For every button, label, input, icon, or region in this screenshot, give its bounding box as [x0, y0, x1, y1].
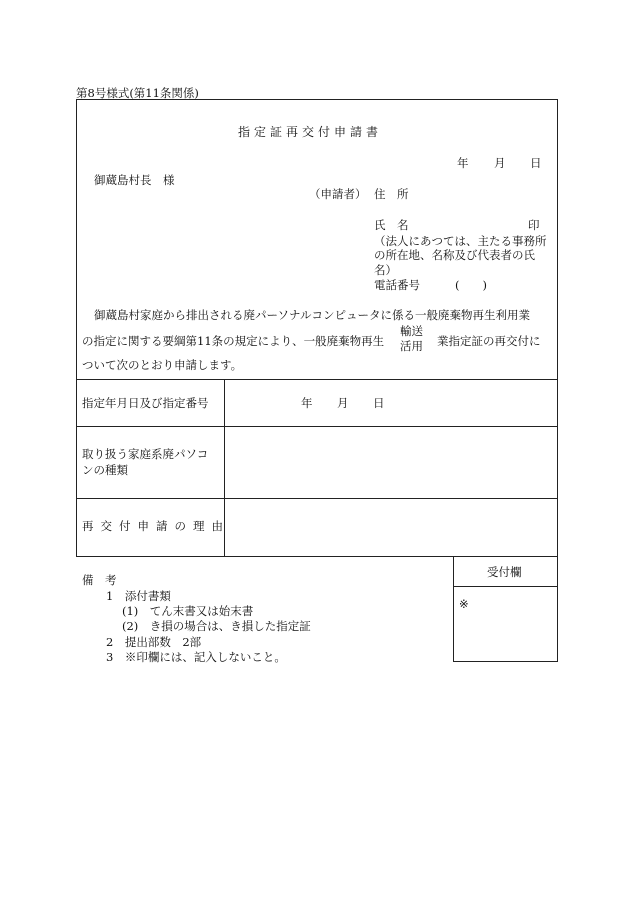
reception-mark: ※ [459, 597, 469, 611]
designation-date-label: 指定年月日及び指定番号 [82, 396, 209, 410]
designation-year: 年 [301, 396, 313, 410]
notes-item-1-sub-1: (1) てん末書又は始末書 [122, 604, 254, 618]
table-row-divider-1 [76, 426, 558, 427]
date-year: 年 [457, 156, 469, 170]
designation-month: 月 [337, 396, 349, 410]
pc-type-label-line1: 取り扱う家庭系廃パソコ [82, 447, 209, 461]
body-text-line3: ついて次のとおり申請します。 [82, 358, 243, 372]
addressee: 御蔵島村長 様 [94, 173, 175, 187]
reissue-reason-label: 再交付申請の理由 [82, 519, 230, 533]
notes-item-1-sub-2: (2) き損の場合は、き損した指定証 [122, 619, 311, 633]
notes-heading: 備 考 [82, 573, 117, 587]
notes-item-2: 2 提出部数 2部 [106, 635, 202, 649]
phone-label: 電話番号 [374, 278, 420, 292]
applicant-role-label: （申請者） [309, 187, 367, 201]
notes-item-1: 1 添付書類 [106, 589, 171, 603]
form-title: 指定証再交付申請書 [238, 125, 383, 139]
seal-label: 印 [528, 218, 540, 232]
table-top-border [76, 379, 558, 380]
option-utilize: 活用 [400, 339, 423, 353]
form-number: 第8号様式(第11条関係) [76, 86, 199, 100]
phone-parens: ( ) [455, 278, 487, 292]
table-row-divider-2 [76, 498, 558, 499]
reception-label: 受付欄 [487, 565, 522, 579]
body-text-line1: 御蔵島村家庭から排出される廃パーソナルコンピュータに係る一般廃棄物再生利用業 [94, 308, 530, 322]
reception-divider [453, 586, 558, 587]
corp-note-line1: （法人にあつては、主たる事務所 [374, 234, 547, 248]
corp-note-line3: 名） [374, 263, 397, 277]
applicant-name-label: 氏 名 [374, 218, 409, 232]
option-transport: 輸送 [400, 324, 423, 338]
date-day: 日 [530, 156, 542, 170]
body-text-line2-before: の指定に関する要綱第11条の規定により、一般廃棄物再生 [82, 334, 385, 348]
applicant-address-label: 住 所 [374, 187, 409, 201]
application-form-box [76, 99, 558, 557]
pc-type-label-line2: ンの種類 [82, 463, 128, 477]
corp-note-line2: の所在地、名称及び代表者の氏 [374, 248, 535, 262]
notes-item-3: 3 ※印欄には、記入しないこと。 [106, 650, 286, 664]
designation-day: 日 [373, 396, 385, 410]
body-text-line2-after: 業指定証の再交付に [437, 334, 541, 348]
date-month: 月 [494, 156, 506, 170]
